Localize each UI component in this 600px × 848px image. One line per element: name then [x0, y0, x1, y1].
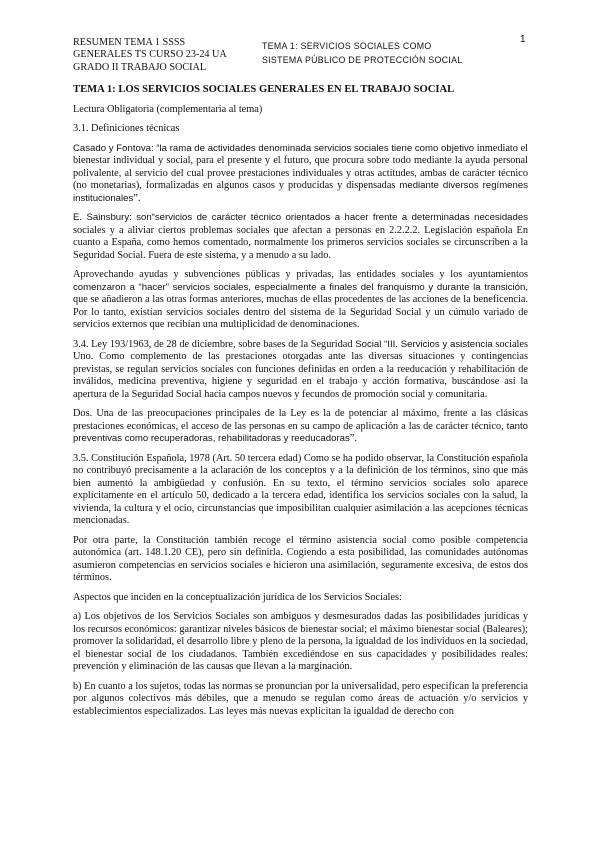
- paragraph-part: sociales Uno. Como complemento de las prestaciones otorgadas ante las diversas situaciones y contingencias previstas, se regulan servicios sociales con funciones definidas en orden a la reeducación y rehabilitación de inválidos, medicina preventiva, higiene y seguridad en el trabajo y acción formativa, buscándose así la apertura de la Seguridad Social hacia campos nuevos y fecundos de promoción social y comunitaria.: [73, 338, 528, 400]
- paragraph-part: Social “III. Servicios y asistencia: [355, 338, 493, 350]
- paragraph-asistencia-social: Por otra parte, la Constitución también recoge el término asistencia social como posible competencia autonómica (art. 148.1.20 CE), pero sin definirla. Cogiendo a esta posibilidad, las comunidades autónomas asumieron competencias en servicios sociales e hicieron una asimilación, seguramente excesiva, de estos dos términos.: [73, 534, 528, 583]
- document-body: [73, 84, 528, 725]
- paragraph-aspectos: Aspectos que inciden en la conceptualización jurídica de los Servicios Sociales:: [73, 591, 402, 603]
- paragraph-part: E. Sainsbury: son“servicios de carácter técnico orientados a hacer frente a determinadas necesidades: [73, 212, 528, 223]
- paragraph-part: tanto preventivas como recuperadoras, rehabilitadoras y reeducadoras: [73, 420, 528, 444]
- header-line-3: GRADO II TRABAJO SOCIAL: [73, 61, 207, 73]
- header-line-2: GENERALES TS CURSO 23-24 UA: [73, 49, 227, 61]
- paragraph-ayudas: [73, 269, 528, 332]
- paragraph-constitucion: 3.5. Constitución Española, 1978 (Art. 50 tercera edad) Como se ha podido observar, la Constitución española no contribuyó precisamente a la aclaración de los conceptos y a la definición de los términos, sino que más bien aumentó la ambigüedad y confusión. En su texto, el término servicios sociales solo aparece explícitamente en el artículo 50, dedicado a la tercera edad, identifica los servicios sociales con la salud, la vivienda, la cultura y el ocio, circunstancias que imposibilitan cualquier asimilación a las acepciones técnicas mencionadas.: [73, 452, 528, 526]
- paragraph-part: Dos. Una de las preocupaciones principales de la Ley es la de potenciar al máximo, frente a las clásicas prestaciones económicas, el acceso de las personas en su campo de aplicación a las de carácter técnico,: [73, 408, 528, 432]
- document-title: TEMA 1: LOS SERVICIOS SOCIALES GENERALES EN EL TRABAJO SOCIAL: [73, 84, 455, 95]
- header-line-1: RESUMEN TEMA 1 SSSS: [73, 37, 186, 48]
- paragraph-sainsbury: [73, 212, 528, 262]
- subtitle: Lectura Obligatoria (complementaria al tema): [73, 103, 263, 115]
- paragraph-part: ”.: [133, 192, 141, 204]
- header-topic: [262, 40, 492, 67]
- paragraph-objetivos: a) Los objetivos de los Servicios Sociales son ambiguos y desmesurados dadas las posibilidades jurídicas y los recursos económicos: garantizar niveles básicos de bienestar social; el máximo bienestar social (Baleares); promover la solidaridad, el desarrollo libre y pleno de la persona, la igualdad de los individuos en la sociedad, el bienestar social de los ciudadanos. También excediéndose en sus capacidades y posibilidades reales: prevención y eliminación de las causas que llevan a la marginación.: [73, 611, 528, 672]
- paragraph-part: Casado y Fontova: “la rama de actividades denominada servicios sociales tiene como objetivo: [73, 142, 475, 154]
- paragraph-part: ”.: [349, 433, 357, 444]
- paragraph-part: Aprovechando ayudas y subvenciones públicas y privadas, las entidades sociales y los ayuntamientos: [73, 269, 528, 280]
- paragraph-dos: [73, 408, 528, 446]
- header-topic-line-2: SISTEMA PÚBLICO DE PROTECCIÓN SOCIAL: [262, 54, 463, 65]
- paragraph-sujetos: b) En cuanto a los sujetos, todas las normas se pronuncian por la universalidad, pero especifican la preferencia por algunos colectivos más débiles, que a menudo se regulan como áreas de actuación y/o servicios y establecimientos especializados. Las leyes más nuevas explicitan la igualdad de derecho con: [73, 680, 528, 717]
- paragraph-ley-1963: [73, 339, 528, 402]
- paragraph-part: 3.4. Ley 193/1963, de 28 de diciembre, sobre bases de la Seguridad: [73, 338, 356, 350]
- paragraph-part: inmediato el bienestar individual y social, para el presente y el futuro, que procura sobre todo mediante la ayuda personal polivalente, al servicio del cual provee prestaciones individuales y otras actitudes, ambas de carácter técnico (no monetarias), formalizadas en algunos casos y producidas y dispensadas: [73, 142, 529, 191]
- paragraph-part: mediante diversos regímenes institucionales: [73, 180, 528, 204]
- paragraph-part: comenzaron a “hacer” servicios sociales, especialmente a finales del franquismo y durante la transición,: [73, 281, 528, 293]
- paragraph-part: sociales y a aliviar ciertos problemas sociales que afectan a personas en 2.2.2.2. Legislación española En cuanto a España, como hemos comentado, normalmente los primeros servicios sociales se circunscriben a la Seguridad Social. Fuera de este sistema, y a menudo a su lado.: [73, 224, 528, 261]
- paragraph-part: que se añadieron a las otras formas anteriores, muchas de ellas procedentes de las acciones de la beneficencia. Por lo tanto, existían servicios sociales dentro del sistema de la Seguridad Social y un cúmulo variado de servicios externos que recibían una multiplicidad de denominaciones.: [73, 294, 528, 330]
- paragraph-casado-fontova: [73, 143, 528, 206]
- header-topic-line-1: TEMA 1: SERVICIOS SOCIALES COMO: [262, 41, 432, 51]
- header-course-info: [73, 37, 253, 74]
- section-heading-definiciones: 3.1. Definiciones técnicas: [73, 123, 180, 134]
- page-number: 1: [520, 34, 526, 45]
